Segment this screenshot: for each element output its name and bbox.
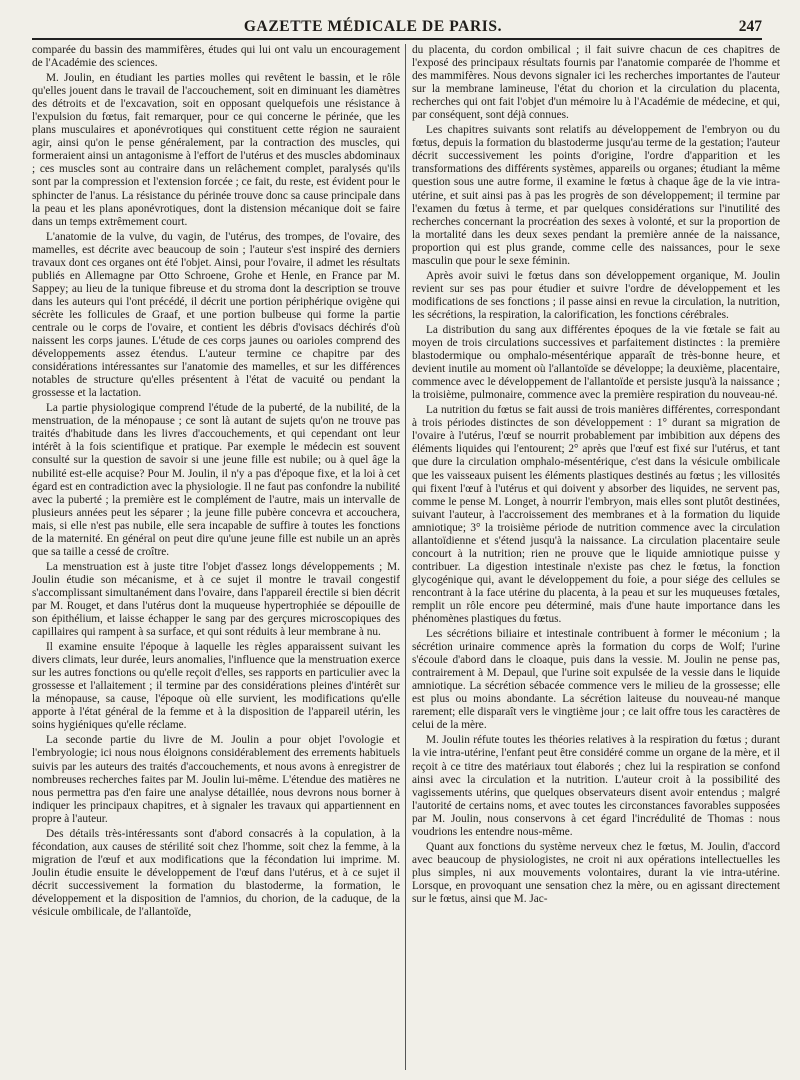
paragraph: Après avoir suivi le fœtus dans son développement organique, M. Joulin revient sur ses pas pour étudier et suivre l'ordre de développement et les modifications de ses fonctions ; il passe ainsi en revue la circulation, la nutrition, les sécrétions, la respiration, la calorification, les fonctions cérébrales. <box>412 269 780 321</box>
header-rule <box>32 38 762 40</box>
right-column <box>412 44 780 1074</box>
paragraph: Des détails très-intéressants sont d'abord consacrés à la copulation, à la fécondation, aux causes de stérilité soit chez l'homme, soit chez la femme, à la migration de l'œuf et aux modifications que la fécondation lui imprime. M. Joulin étudie ensuite le développement de l'œuf dans l'utérus, et à ce sujet il décrit successivement la formation du blastoderme, la formation, le développement et la disposition de l'amnios, du chorion, de la caduque, de la vésicule ombilicale, de l'allantoïde, <box>32 827 400 919</box>
paragraph: M. Joulin réfute toutes les théories relatives à la respiration du fœtus ; durant la vie intra-utérine, l'enfant peut être considéré comme un organe de la mère, et il reçoit à ce titre des matériaux tout élaborés ; chez lui la respiration se confond ainsi avec la circulation et la nutrition. L'auteur croit à la possibilité des vagissements utérins, que quelques observateurs disent avoir entendus ; malgré l'autorité de certains noms, et avec toutes les circonstances favorables supposées par M. Joulin, nous conservons à cet égard l'incrédulité de Thomas : nous voudrions les entendre nous-même. <box>412 734 780 838</box>
paragraph: Les sécrétions biliaire et intestinale contribuent à former le méconium ; la sécrétion urinaire commence après la formation du corps de Wolf; l'urine s'écoule d'abord dans le cloaque, puis dans la vessie. M. Joulin ne pense pas, contrairement à M. Depaul, que l'urine soit expulsée de la vessie dans le liquide amniotique. La sécrétion sébacée commence vers le milieu de la grossesse; elle est plus ou moins abondante. La sécrétion laiteuse du nouveau-né manque rarement; elle disparaît vers le vingtième jour ; ce lait offre tous les caractères de celui de la mère. <box>412 628 780 732</box>
publication-title: GAZETTE MÉDICALE DE PARIS. <box>243 18 503 35</box>
paragraph: La menstruation est à juste titre l'objet d'assez longs développements ; M. Joulin étudie son mécanisme, et à ce sujet il montre le travail congestif s'accomplissant simultanément dans l'ovaire, dans l'appareil érectile si bien décrit par M. Rouget, et dans l'utérus dont la muqueuse hypertrophiée se dépouille de son épithélium, et laisse échapper le sang par des gerçures microscopiques des capillaires qui rampent à sa surface, et qui sont réduits à leur membrane à nu. <box>32 560 400 639</box>
paragraph: M. Joulin, en étudiant les parties molles qui revêtent le bassin, et le rôle qu'elles jouent dans le travail de l'accouchement, soit en diminuant les diamètres des détroits et de l'excavation, soit en opposant quelquefois une résistance à l'expulsion du fœtus, fait remarquer, pour ce qui concerne le périnée, que les plans musculaires et aponévrotiques qui constituent cette région ne sauraient agir, ainsi qu'on le pense généralement, par la contraction des muscles, qui formeraient ainsi un antagonisme à l'effort de l'utérus et des muscles abdominaux ; ces muscles sont au contraire dans un relâchement complet, paralysés qu'ils sont par la compression et l'extension forcée ; ce fait, du reste, est évident pour le sphincter de l'anus. La résistance du périnée trouve donc sa cause principale dans la peau et les plans aponévrotiques, dont la distension mécanique doit se faire dans un temps extrêmement court. <box>32 72 400 228</box>
paragraph: La seconde partie du livre de M. Joulin a pour objet l'ovologie et l'embryologie; ici nous nous éloignons considérablement des errements habituels suivis par les auteurs des traités d'accouchements, et nous avons à enregistrer de nombreuses recherches faites par M. Joulin lui-même. L'étendue des matières ne nous permettra pas d'en faire une analyse détaillée, nous devrons nous borner à indiquer les principaux chapitres, et à signaler les travaux qui appartiennent en propre à l'auteur. <box>32 734 400 825</box>
column-divider <box>405 44 406 1070</box>
paragraph: La partie physiologique comprend l'étude de la puberté, de la nubilité, de la menstruation, de la ménopause ; ce sont là autant de sujets qu'on ne trouve pas traités d'habitude dans les livres d'accouchements, et qui cependant ont leur intérêt à la fois scientifique et pratique. Par exemple le médecin est souvent consulté sur la question de savoir si une jeune fille est nubile; ou à quel âge la nubilité est-elle acquise? Pour M. Joulin, il n'y a pas d'époque fixe, et la loi à cet égard est en contradiction avec la physiologie. Il ne faut pas confondre la nubilité avec la puberté ; la première est le complément de l'autre, mais un intervalle de plusieurs années peut les séparer ; la jeune fille pubère concevra et accouchera, mais, si elle n'est pas nubile, elle sera incapable de suffire à toutes les fonctions de la maternité. En général on peut dire qu'une jeune fille est nubile un an après que sa taille a cessé de croître. <box>32 402 400 558</box>
paragraph: comparée du bassin des mammifères, études qui lui ont valu un encouragement de l'Académie des sciences. <box>32 44 400 70</box>
paragraph: Il examine ensuite l'époque à laquelle les règles apparaissent suivant les divers climats, leur durée, leurs anomalies, l'influence que la menstruation exerce sur les autres fonctions ou qu'elle reçoit d'elles, ses rapports en particulier avec la grossesse et l'allaitement ; il termine par des considérations pleines d'intérêt sur la ménopause, sa cause, l'époque où elle survient, les modifications qu'elle apporte à l'état général de la femme et à la disposition de l'appareil utérin, les soins hygiéniques qu'elle réclame. <box>32 641 400 732</box>
left-column <box>32 44 400 1074</box>
page-header <box>32 8 762 36</box>
paragraph: La distribution du sang aux différentes époques de la vie fœtale se fait au moyen de trois circulations successives et parfaitement distinctes : la première blastodermique ou omphalo-mésentérique apparaît de très-bonne heure, et devient inutile au moment où l'allantoïde se développe; la deuxième, placentaire, commence avec le développement de l'allantoïde et persiste jusqu'à la naissance ; la troisième, pulmonaire, commence avec la première respiration du nouveau-né. <box>412 323 780 402</box>
paragraph: L'anatomie de la vulve, du vagin, de l'utérus, des trompes, de l'ovaire, des mamelles, est décrite avec beaucoup de soin ; l'auteur s'est inspiré des derniers travaux dont ces organes ont été l'objet. Ainsi, pour l'ovaire, il admet les résultats publiés en Allemagne par Otto Schroene, Grohe et Henle, en France par M. Sappey; au lieu de la tunique fibreuse et du stroma dont la description se trouve dans les auteurs qui l'ont précédé, il décrit une portion périphérique ovigène qui sécrète les follicules de Graaf, et une portion bulbeuse qui forme la partie centrale ou le corps de l'ovaire, et contient les débris d'ovisacs déchirés d'où naissent les corps jaunes. L'étude de ces corps jaunes ou oarioles comprend des développements assez étendus. L'auteur termine ce chapitre par des considérations intéressantes sur l'anatomie des mamelles, et sur les différences notables de structure qu'elles présentent à l'état de vacuité ou pendant la grossesse et la lactation. <box>32 230 400 400</box>
page-number: 247 <box>738 18 762 35</box>
paragraph: La nutrition du fœtus se fait aussi de trois manières différentes, correspondant à trois périodes distinctes de son développement : 1° durant sa migration de l'ovaire à l'utérus, l'œuf se nourrit probablement par imbibition aux dépens des éléments liquides qui l'entourent; 2° après que l'œuf est fixé sur l'utérus, et tant que dure la circulation omphalo-mésentérique, c'est dans la vésicule ombilicale que les vaisseaux puisent les éléments plastiques destinés au fœtus ; les villosités qui fixent l'œuf à l'utérus et qui doivent y absorber des liquides, ne servent pas, comme le pense M. Longet, à nourrir l'embryon, mais elles sont plutôt destinées, suivant l'auteur, à l'accroissement des membranes et à la formation du liquide amniotique; 3° la troisième période de nutrition commence avec la circulation allantoïdienne et s'étend jusqu'à la naissance. La circulation placentaire seule concourt à la nutrition; rien ne prouve que le liquide amniotique puisse y contribuer. La digestion intestinale n'existe pas chez le fœtus, la fonction glycogénique qui, avant le développement du foie, a pour siége des cellules se rencontrant à la face utérine du placenta, à la peau et sur les muqueuses fœtales, remplit un rôle encore peu déterminé, mais d'une haute importance dans les phénomènes plastiques du fœtus. <box>412 404 780 626</box>
paragraph: Les chapitres suivants sont relatifs au développement de l'embryon ou du fœtus, depuis la formation du blastoderme jusqu'au terme de la gestation; l'auteur décrit successivement les points d'origine, l'ordre d'apparition et les transformations des différents systèmes, appareils ou organes; étudiant la même question sous une autre forme, il examine le fœtus à chaque âge de la vie intra-utérine, et suit ainsi pas à pas les progrès de son développement; il termine par l'examen du fœtus à terme, et par quelques considérations sur l'inutilité des recherches concernant la procréation des sexes à volonté, et sur la proportion de la mortalité dans les deux sexes pendant la première année de la naissance, proportion qui est plus grande, comme celle des naissances, pour le sexe masculin que pour le sexe féminin. <box>412 124 780 267</box>
paragraph: Quant aux fonctions du système nerveux chez le fœtus, M. Joulin, d'accord avec beaucoup de physiologistes, ne croit ni aux opérations intellectuelles les plus simples, ni aux mouvements volontaires, durant la vie intra-utérine. Lorsque, en provoquant une sensation chez la mère, ou en agissant directement sur le fœtus, ainsi que M. Jac- <box>412 840 780 905</box>
paragraph: du placenta, du cordon ombilical ; il fait suivre chacun de ces chapitres de l'exposé des principaux résultats fournis par l'anatomie comparée de l'homme et des mammifères. Nous devons signaler ici les recherches importantes de l'auteur sur la membrane lamineuse, l'état du chorion et la circulation du placenta, recherches qui ont fait l'objet d'un mémoire lu à l'Académie de médecine, et qui, par conséquent, sont déjà connues. <box>412 44 780 122</box>
